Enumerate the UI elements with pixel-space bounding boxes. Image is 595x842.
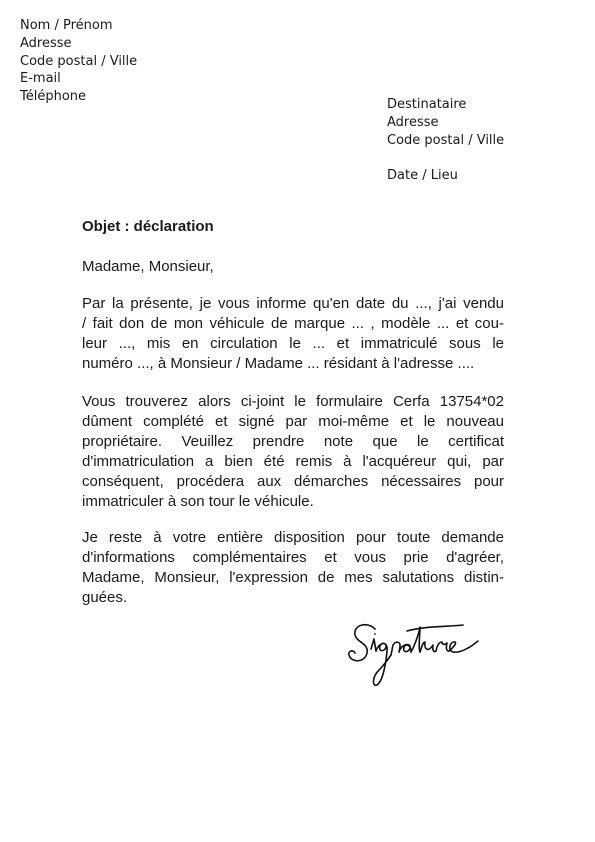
sender-name: Nom / Prénom bbox=[20, 18, 113, 33]
paragraph-line: dûment complété et signé par moi-même et le nouveau bbox=[82, 413, 504, 430]
paragraph-line: Je reste à votre entière disposition pour toute demande bbox=[82, 529, 504, 546]
paragraph-line: leur ..., mis en circulation le ... et immatriculé sous le bbox=[82, 335, 504, 352]
paragraph-line: guées. bbox=[82, 589, 128, 606]
paragraph-line: / fait don de mon véhicule de marque ... , modèle ... et cou- bbox=[82, 315, 504, 332]
paragraph-line: d'informations complémentaires et vous prie d'agréer, bbox=[82, 549, 504, 566]
sender-address: Adresse bbox=[20, 35, 72, 51]
sender-email: E-mail bbox=[20, 71, 61, 87]
paragraph-line: conséquent, procédera aux démarches nécessaires pour bbox=[82, 473, 504, 490]
recipient-name: Destinataire bbox=[387, 97, 467, 112]
paragraph-sale-details bbox=[82, 294, 504, 374]
paragraph-attachments bbox=[82, 392, 504, 512]
paragraph-line: Vous trouverez alors ci-joint le formulaire Cerfa 13754*02 bbox=[82, 393, 504, 410]
paragraph-line: numéro ..., à Monsieur / Madame ... résidant à l'adresse .... bbox=[82, 355, 475, 372]
recipient-postcode-city: Code postal / Ville bbox=[387, 132, 505, 148]
sender-phone: Téléphone bbox=[20, 89, 87, 105]
handwritten-signature bbox=[345, 615, 490, 690]
recipient-block bbox=[387, 96, 504, 185]
recipient-address: Adresse bbox=[387, 114, 439, 130]
paragraph-line: Par la présente, je vous informe qu'en date du ..., j'ai vendu bbox=[82, 295, 504, 312]
paragraph-line: propriétaire. Veuillez prendre note que le certificat bbox=[82, 433, 504, 450]
sender-block bbox=[20, 17, 137, 106]
sender-postcode-city: Code postal / Ville bbox=[20, 53, 138, 69]
paragraph-closing bbox=[82, 528, 504, 608]
paragraph-line: d'immatriculation a bien été remis à l'acquéreur qui, par bbox=[82, 453, 504, 470]
date-place: Date / Lieu bbox=[387, 167, 458, 183]
letter-subject: Objet : déclaration bbox=[82, 218, 214, 235]
paragraph-line: immatriculer à son tour le véhicule. bbox=[82, 493, 314, 510]
paragraph-line: Madame, Monsieur, l'expression de mes salutations distin- bbox=[82, 569, 504, 586]
letter-greeting: Madame, Monsieur, bbox=[82, 258, 214, 275]
